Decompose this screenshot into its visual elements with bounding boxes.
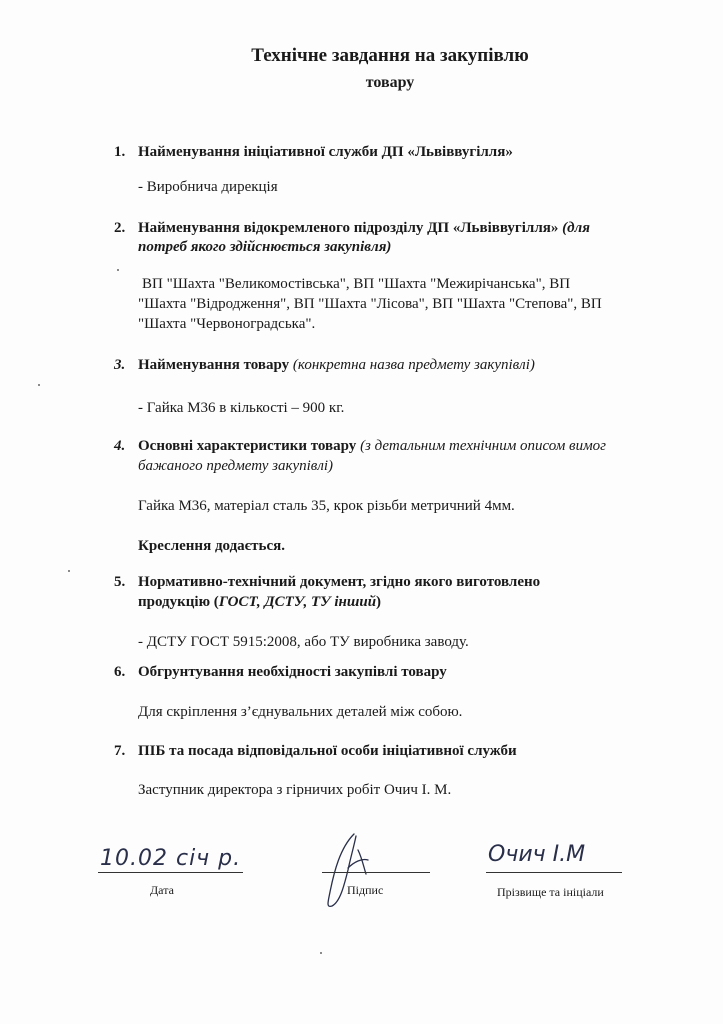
section-1-heading: Найменування ініціативної служби ДП «Львіввугілля» bbox=[138, 144, 513, 160]
signature-label: Підпис bbox=[347, 883, 384, 897]
section-3-heading-italic: (конкретна назва предмету закупівлі) bbox=[289, 357, 535, 373]
section-2-number: 2. bbox=[114, 220, 126, 236]
document-subtitle: товару bbox=[365, 74, 415, 91]
scan-speck bbox=[38, 384, 40, 386]
section-4-note: Креслення додається. bbox=[138, 538, 285, 554]
section-2-heading-bold: Найменування відокремленого підрозділу ДП «Львіввугілля» bbox=[138, 220, 559, 236]
section-5-heading-line-1: Нормативно-технічний документ, згідно якого виготовлено bbox=[138, 574, 541, 590]
section-2-heading-line-1 bbox=[138, 218, 590, 238]
handwritten-date: 10.02 січ р. bbox=[100, 846, 242, 871]
name-label: Прізвище та ініціали bbox=[497, 885, 604, 899]
section-2-content-line-1: ВП "Шахта "Великомостівська", ВП "Шахта "Межирічанська", ВП bbox=[142, 276, 571, 292]
date-label: Дата bbox=[150, 883, 174, 897]
handwritten-signature bbox=[310, 828, 390, 912]
section-7-number: 7. bbox=[114, 743, 126, 759]
section-6-heading: Обгрунтування необхідності закупівлі товару bbox=[138, 664, 447, 680]
section-1-number: 1. bbox=[114, 144, 126, 160]
handwritten-name: Очич І.М bbox=[488, 842, 586, 867]
date-line bbox=[98, 872, 243, 873]
section-5-heading-italic: ГОСТ, ДСТУ, ТУ інший bbox=[218, 594, 377, 610]
section-7-content: Заступник директора з гірничих робіт Очич І. М. bbox=[138, 782, 452, 798]
scan-speck bbox=[117, 269, 119, 271]
section-2-heading-line-2: потреб якого здійснюється закупівля) bbox=[138, 239, 392, 255]
signature-line bbox=[322, 872, 430, 873]
section-4-heading-bold: Основні характеристики товару bbox=[138, 438, 357, 454]
section-7-heading: ПІБ та посада відповідальної особи ініціативної служби bbox=[138, 743, 517, 759]
section-5-content: - ДСТУ ГОСТ 5915:2008, або ТУ виробника заводу. bbox=[138, 634, 469, 650]
section-2-heading-italic-start: (для bbox=[558, 220, 590, 236]
section-6-content: Для скріплення з’єднувальних деталей між собою. bbox=[138, 704, 463, 720]
section-5-heading-prefix: продукцію ( bbox=[138, 594, 219, 610]
section-4-heading-line-1 bbox=[138, 436, 606, 456]
document-title: Технічне завдання на закупівлю bbox=[251, 45, 529, 66]
section-2-content-line-3: "Шахта "Червоноградська". bbox=[138, 316, 316, 332]
section-4-number: 4. bbox=[114, 438, 126, 454]
section-3-heading-bold: Найменування товару bbox=[138, 357, 290, 373]
section-4-heading-line-2: бажаного предмету закупівлі) bbox=[138, 458, 334, 474]
section-3-heading bbox=[138, 355, 535, 375]
name-line bbox=[486, 872, 622, 873]
section-5-heading-suffix: ) bbox=[376, 594, 382, 610]
section-3-content: - Гайка М36 в кількості – 900 кг. bbox=[138, 400, 345, 416]
section-5-number: 5. bbox=[114, 574, 126, 590]
scan-speck bbox=[320, 952, 322, 954]
section-1-content: - Виробнича дирекція bbox=[138, 179, 278, 195]
section-4-content: Гайка М36, матеріал сталь 35, крок різьби метричний 4мм. bbox=[138, 498, 515, 514]
section-6-number: 6. bbox=[114, 664, 126, 680]
section-5-heading-line-2 bbox=[138, 592, 381, 612]
section-4-heading-italic-1: (з детальним технічним описом вимог bbox=[356, 438, 606, 454]
section-3-number: 3. bbox=[114, 357, 126, 373]
scan-speck bbox=[68, 570, 70, 572]
section-2-content-line-2: "Шахта "Відродження", ВП "Шахта "Лісова", ВП "Шахта "Степова", ВП bbox=[138, 296, 602, 312]
